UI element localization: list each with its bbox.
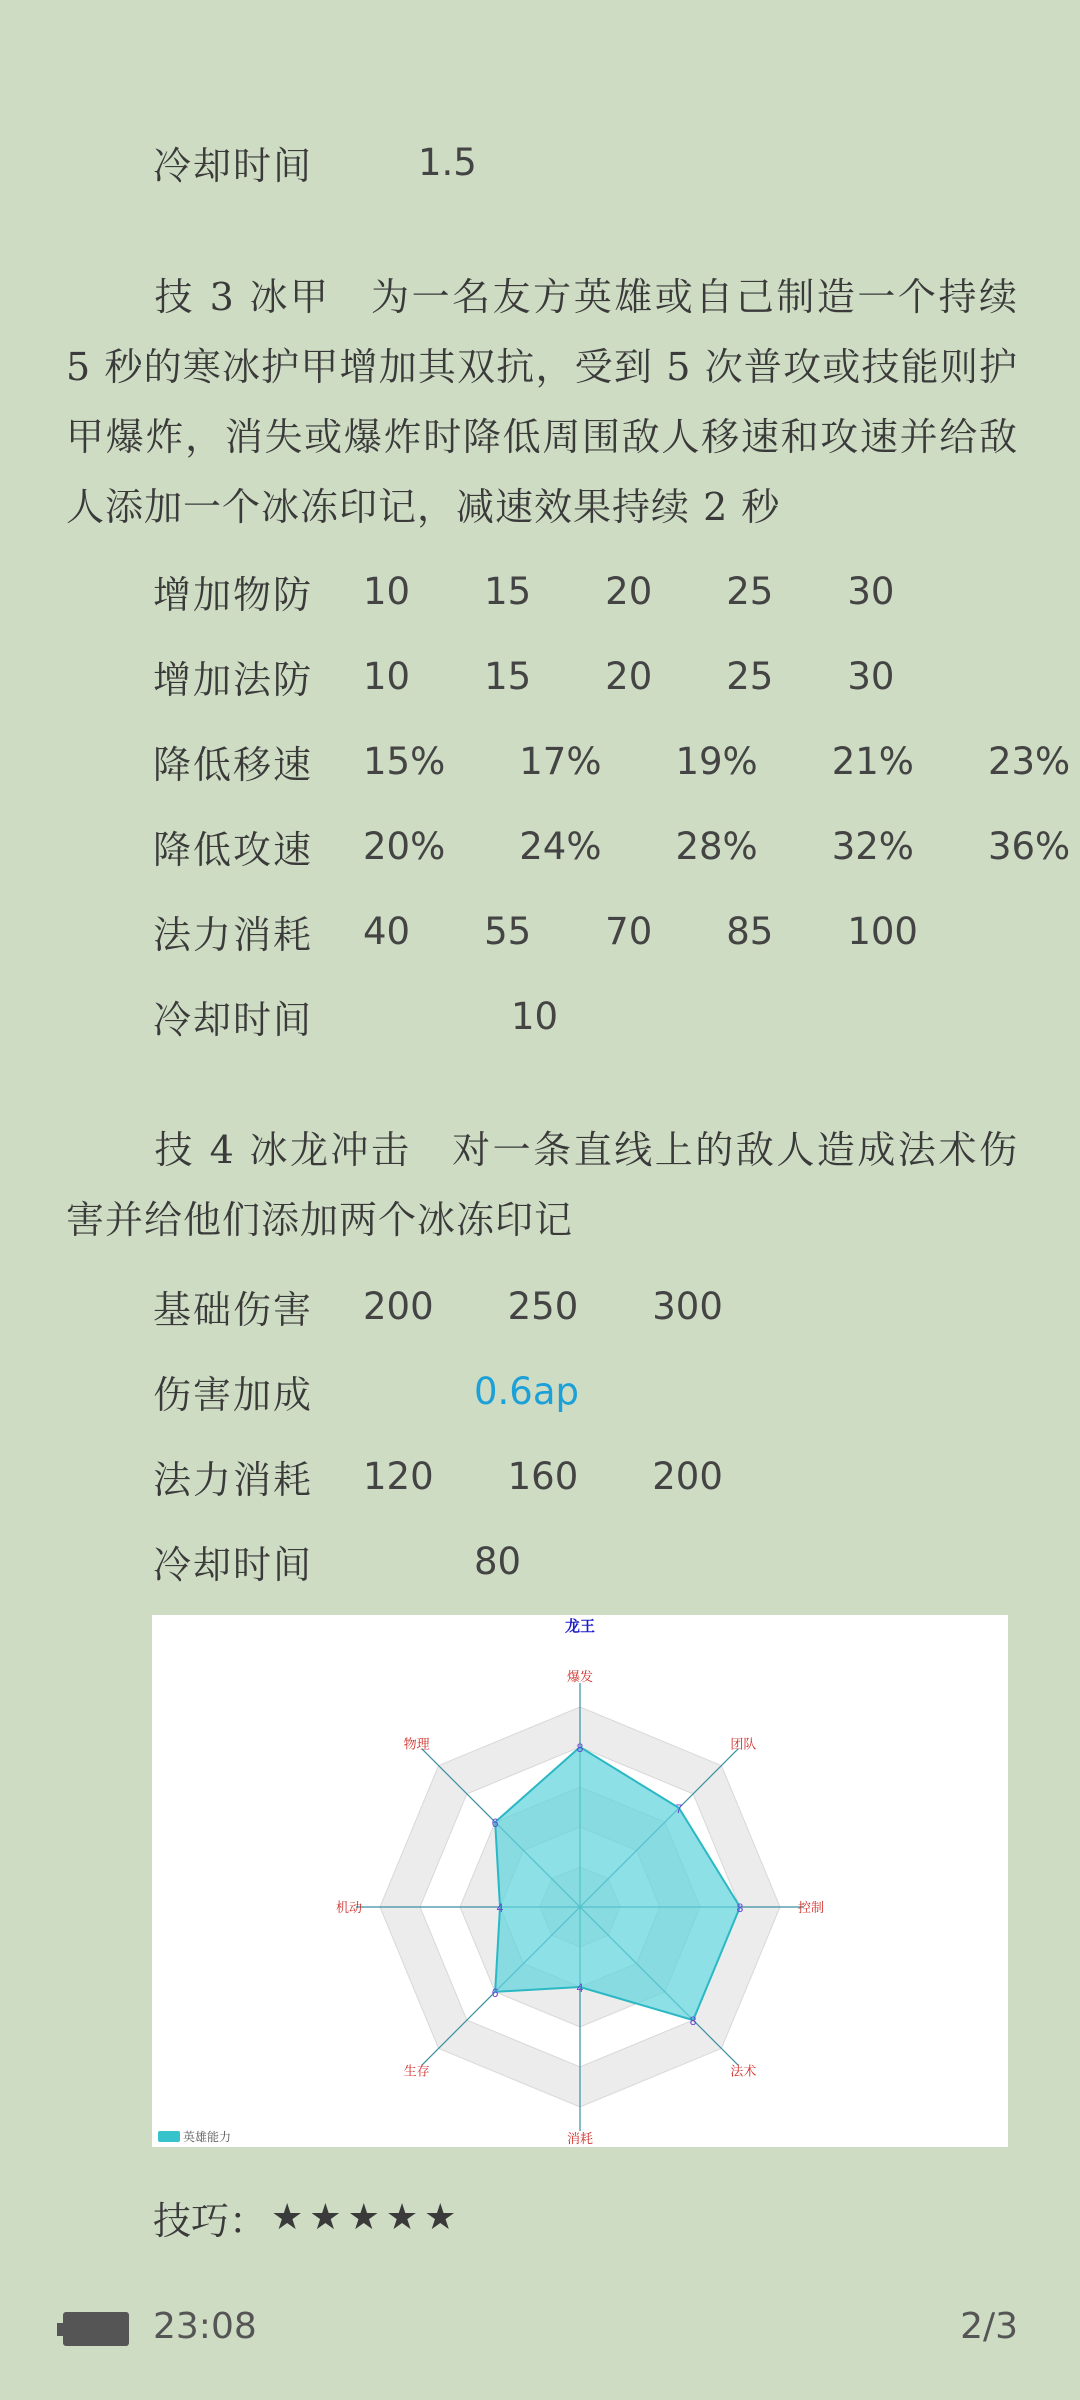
radar-axis-label: 机动 — [335, 1901, 363, 1916]
radar-value-label: 8 — [689, 2014, 697, 2029]
stat-label: 增加法防 — [153, 657, 314, 702]
stat-label: 降低攻速 — [153, 827, 314, 872]
legend-swatch — [158, 2131, 180, 2142]
stat-values: 10 15 20 25 30 — [363, 654, 895, 698]
reader-status-bar — [0, 2290, 1080, 2370]
stat-row — [153, 719, 1070, 803]
stat-row — [153, 549, 894, 633]
stat-label: 冷却时间 — [153, 1542, 314, 1587]
stat-label: 降低移速 — [153, 742, 314, 787]
stat-row — [153, 974, 558, 1058]
skill2-cooldown-row — [153, 120, 477, 204]
radar-value-label: 4 — [496, 1901, 504, 1915]
stat-values: 0.6ap — [363, 1369, 580, 1413]
clock: 23:08 — [153, 2306, 257, 2347]
radar-value-label: 4 — [576, 1981, 584, 1995]
stat-row — [153, 1434, 723, 1518]
stat-values: 120 160 200 — [363, 1454, 723, 1498]
stat-label: 冷却时间 — [153, 997, 314, 1042]
radar-value-label: 6 — [491, 1985, 499, 2000]
radar-value-label: 8 — [576, 1741, 584, 1755]
radar-title: 龙王 — [564, 1617, 596, 1635]
stat-row — [153, 1349, 579, 1433]
tips-label: 技巧： — [153, 2198, 268, 2243]
radar-axis-label: 生存 — [403, 2064, 430, 2080]
stat-label: 冷却时间 — [153, 143, 314, 188]
stat-label: 法力消耗 — [153, 1457, 314, 1502]
stat-values: 10 15 20 25 30 — [363, 569, 895, 613]
rating-stars: ★★★★★ — [271, 2196, 463, 2238]
radar-axis-label: 消耗 — [566, 2132, 594, 2147]
radar-value-label: 8 — [736, 1901, 744, 1915]
stat-label: 基础伤害 — [153, 1287, 314, 1332]
skill4-title: 技 4 冰龙冲击 — [153, 1128, 412, 1172]
skill3-title: 技 3 冰甲 — [153, 275, 331, 319]
stat-label: 增加物防 — [153, 572, 314, 617]
hero-radar-chart — [152, 1615, 1008, 2147]
radar-axis-label: 团队 — [730, 1737, 757, 1753]
radar-axis-label: 物理 — [403, 1737, 430, 1753]
stat-row — [153, 804, 1070, 888]
radar-axis-label: 法术 — [730, 2064, 757, 2080]
stat-row — [153, 634, 894, 718]
stat-values: 1.5 — [418, 140, 477, 184]
radar-value-label: 6 — [491, 1816, 499, 1831]
stat-row — [153, 889, 918, 973]
stat-row — [153, 1264, 723, 1348]
stat-values: 40 55 70 85 100 — [363, 909, 918, 953]
radar-svg — [152, 1615, 1008, 2147]
skill3-description — [66, 262, 1018, 542]
stat-row — [153, 1519, 521, 1603]
page-number: 2/3 — [960, 2306, 1018, 2347]
radar-axis-label: 爆发 — [566, 1670, 594, 1685]
battery-icon — [63, 2312, 129, 2346]
radar-value-label: 7 — [675, 1802, 683, 1817]
stat-label: 伤害加成 — [153, 1372, 314, 1417]
stat-values: 10 — [363, 994, 559, 1038]
skill4-desc: 对一条直线上的敌人造成法术伤害并给他们添加两个冰冻印记 — [66, 1128, 1018, 1242]
stat-values: 80 — [363, 1539, 522, 1583]
tips-row — [153, 2175, 462, 2259]
skill4-description — [66, 1115, 1018, 1255]
stat-values: 15% 17% 19% 21% 23% — [363, 739, 1071, 783]
radar-axis-label: 控制 — [797, 1901, 825, 1916]
stat-values: 20% 24% 28% 32% 36% — [363, 824, 1071, 868]
stat-values: 200 250 300 — [363, 1284, 723, 1328]
skill3-desc: 为一名友方英雄或自己制造一个持续 5 秒的寒冰护甲增加其双抗，受到 5 次普攻或技能则护甲爆炸，消失或爆炸时降低周围敌人移速和攻速并给敌人添加一个冰冻印记，减速效果持续 2 秒 — [66, 275, 1018, 529]
legend-label: 英雄能力 — [183, 2130, 232, 2144]
stat-label: 法力消耗 — [153, 912, 314, 957]
